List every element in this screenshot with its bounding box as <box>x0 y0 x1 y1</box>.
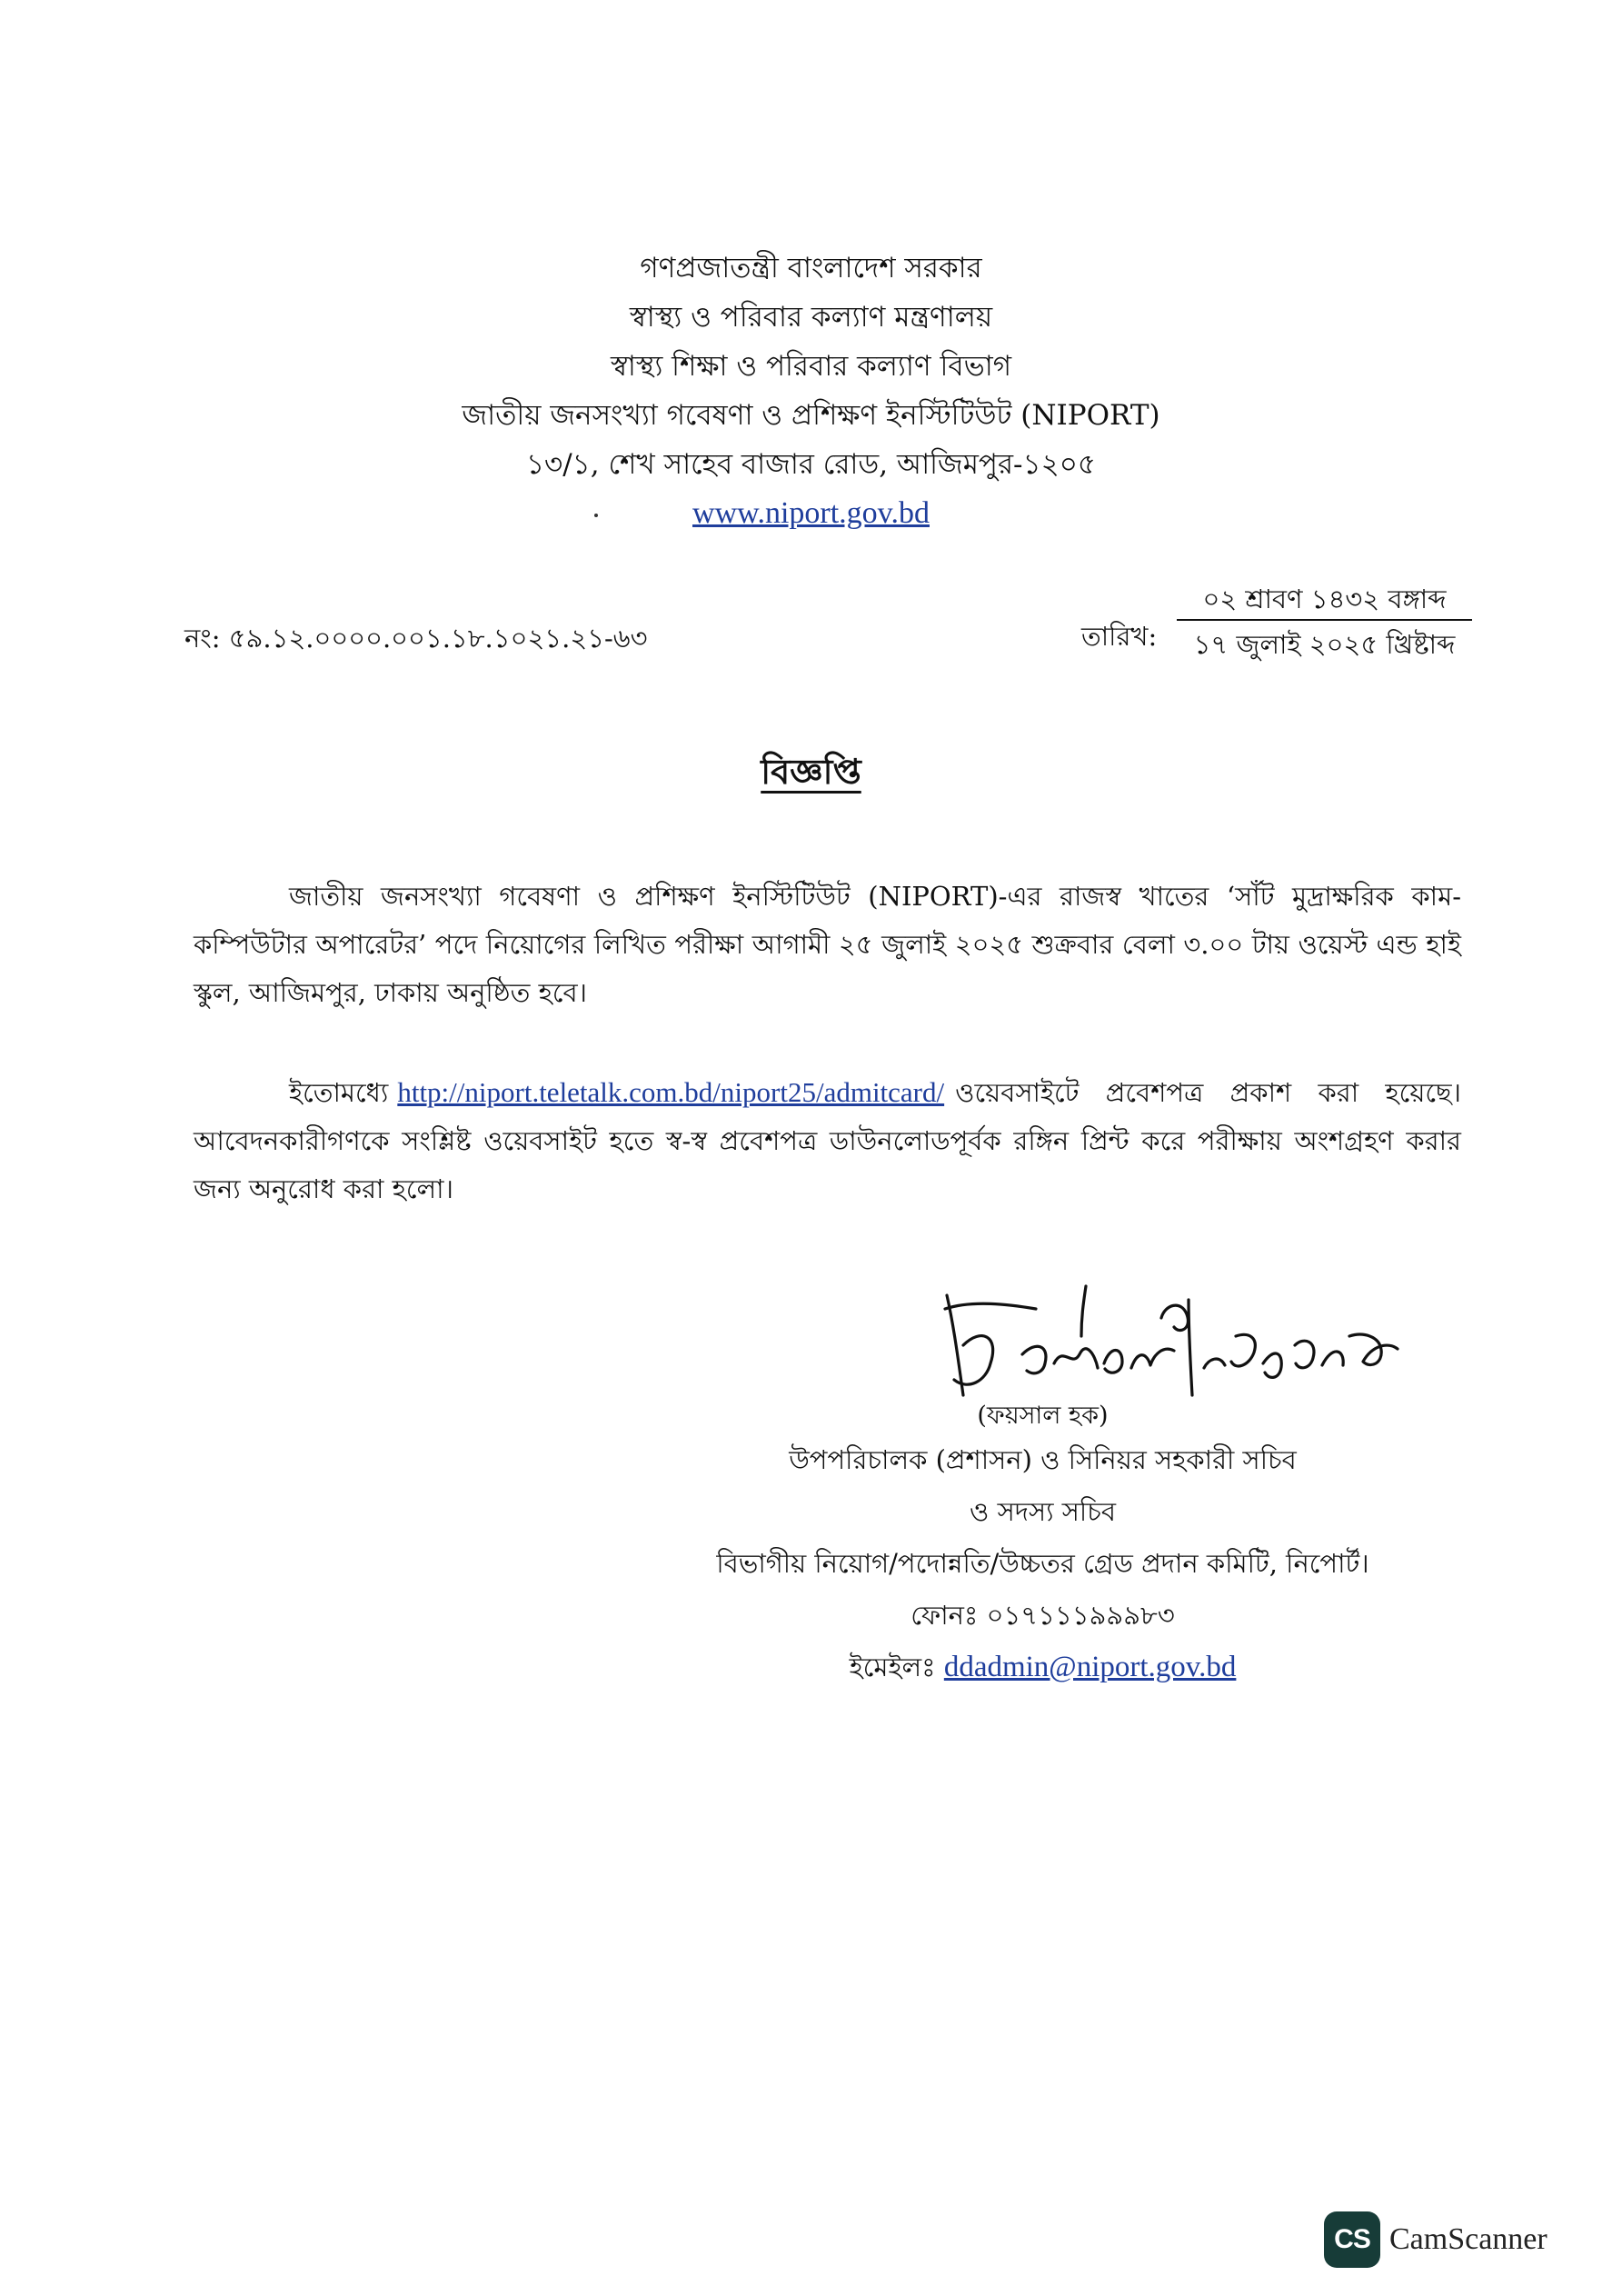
website-link[interactable]: www.niport.gov.bd <box>692 496 930 530</box>
camscanner-logo-icon: CS <box>1324 2211 1380 2268</box>
notice-title: বিজ্ঞপ্তি <box>761 751 861 792</box>
paragraph-2-prefix: ইতোমধ্যে <box>289 1077 389 1108</box>
signatory-block <box>0 1398 1622 1693</box>
notice-title-wrap <box>0 745 1622 804</box>
letterhead <box>0 244 1622 538</box>
signatory-committee: বিভাগীয় নিয়োগ/পদোন্নতি/উচ্চতর গ্রেড প্রদান কমিটি, নিপোর্ট। <box>716 1548 1369 1579</box>
reference-number: নং: ৫৯.১২.০০০০.০০১.১৮.১০২১.২১-৬৩ <box>184 623 648 654</box>
institute-name: জাতীয় জনসংখ্যা গবেষণা ও প্রশিক্ষণ ইনস্টিটিউট (NIPORT) <box>462 399 1160 432</box>
date-english: ১৭ জুলাই ২০২৫ খ্রিষ্টাব্দ <box>1193 629 1456 660</box>
date-block <box>1081 579 1472 670</box>
signatory-phone: ফোনঃ ০১৭১১১৯৯৯৮৩ <box>911 1600 1175 1631</box>
email-label: ইমেইলঃ <box>849 1652 936 1682</box>
paragraph-2-suffix: ওয়েবসাইটে প্রবেশপত্র প্রকাশ করা হয়েছে। আবেদনকারীগণকে সংশ্লিষ্ট ওয়েবসাইট হতে স্ব-স্ব প্রবেশপত্র ডাউনলোডপূর্বক রঙ্গিন প্রিন্ট করে পরীক্ষায় অংশগ্রহণ করার জন্য অনুরোধ করা হলো। <box>194 1077 1461 1204</box>
camscanner-label: CamScanner <box>1389 2222 1547 2256</box>
signatory-email-row <box>463 1642 1622 1693</box>
signatory-role: ও সদস্য সচিব <box>970 1496 1116 1527</box>
ministry-name: স্বাস্থ্য ও পরিবার কল্যাণ মন্ত্রণালয় <box>629 301 993 334</box>
date-label: তারিখ: <box>1081 621 1158 652</box>
stray-mark <box>594 514 598 517</box>
date-fraction <box>1177 579 1472 664</box>
government-name: গণপ্রজাতন্ত্রী বাংলাদেশ সরকার <box>640 252 982 285</box>
signatory-name: (ফয়সাল হক) <box>977 1402 1109 1430</box>
admit-card-link[interactable]: http://niport.teletalk.com.bd/niport25/admitcard/ <box>397 1076 945 1108</box>
date-bangla: ০২ শ্রাবণ ১৪৩২ বঙ্গাব্দ <box>1177 579 1472 621</box>
signatory-designation: উপপরিচালক (প্রশাসন) ও সিনিয়র সহকারী সচিব <box>789 1444 1297 1475</box>
notice-paragraph-1 <box>194 873 1461 1017</box>
institute-address: ১৩/১, শেখ সাহেব বাজার রোড, আজিমপুর-১২০৫ <box>525 448 1097 481</box>
camscanner-watermark <box>1324 2211 1547 2269</box>
email-link[interactable]: ddadmin@niport.gov.bd <box>943 1651 1237 1683</box>
paragraph-1-text: জাতীয় জনসংখ্যা গবেষণা ও প্রশিক্ষণ ইনস্টিটিউট (NIPORT)-এর রাজস্ব খাতের ‘সাঁট মুদ্রাক্ষরিক কাম-কম্পিউটার অপারেটর’ পদে নিয়োগের লিখিত পরীক্ষা আগামী ২৫ জুলাই ২০২৫ শুক্রবার বেলা ৩.০০ টায় ওয়েস্ট এন্ড হাই স্কুল, আজিমপুর, ঢাকায় অনুষ্ঠিত হবে। <box>194 881 1461 1008</box>
notice-paragraph-2 <box>194 1068 1461 1213</box>
division-name: স্বাস্থ্য শিক্ষা ও পরিবার কল্যাণ বিভাগ <box>610 350 1012 383</box>
